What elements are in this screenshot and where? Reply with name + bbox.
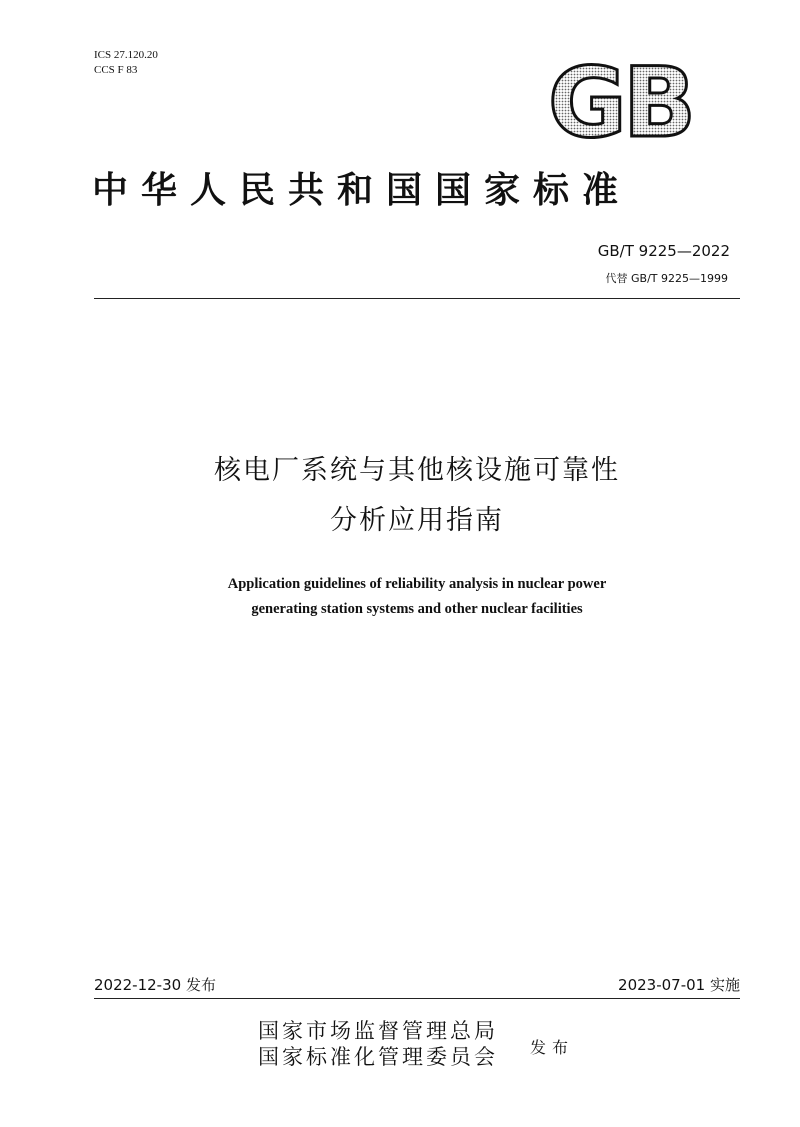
chinese-title xyxy=(94,446,740,546)
header-divider xyxy=(94,298,740,299)
standard-number: GB/T 9225—2022 xyxy=(597,242,730,260)
classification-codes xyxy=(94,48,158,78)
footer-divider xyxy=(94,998,740,999)
gb-logo xyxy=(540,58,700,144)
english-title-line-1: Application guidelines of reliability analysis in nuclear power xyxy=(227,576,607,592)
english-title-line-2: generating station systems and other nuclear facilities xyxy=(251,601,583,617)
english-title xyxy=(94,572,740,622)
gb-logo-text: GB xyxy=(548,58,692,144)
ics-code: ICS 27.120.20 xyxy=(94,49,158,61)
replaces-standard: 代替 GB/T 9225—1999 xyxy=(605,272,728,285)
org-title: 中华人民共和国国家标准 xyxy=(92,169,632,211)
chinese-title-line-2: 分析应用指南 xyxy=(330,505,504,536)
chinese-title-line-1: 核电厂系统与其他核设施可靠性 xyxy=(214,455,620,486)
publish-label: 发布 xyxy=(530,1038,575,1057)
issuing-authorities xyxy=(258,1018,498,1070)
issuer-sac: 国家标准化管理委员会 xyxy=(258,1045,498,1069)
issuer-samr: 国家市场监督管理总局 xyxy=(258,1019,498,1043)
issue-date: 2022-12-30 发布 xyxy=(94,976,216,994)
ccs-code: CCS F 83 xyxy=(94,64,138,76)
implement-date: 2023-07-01 实施 xyxy=(618,976,740,994)
